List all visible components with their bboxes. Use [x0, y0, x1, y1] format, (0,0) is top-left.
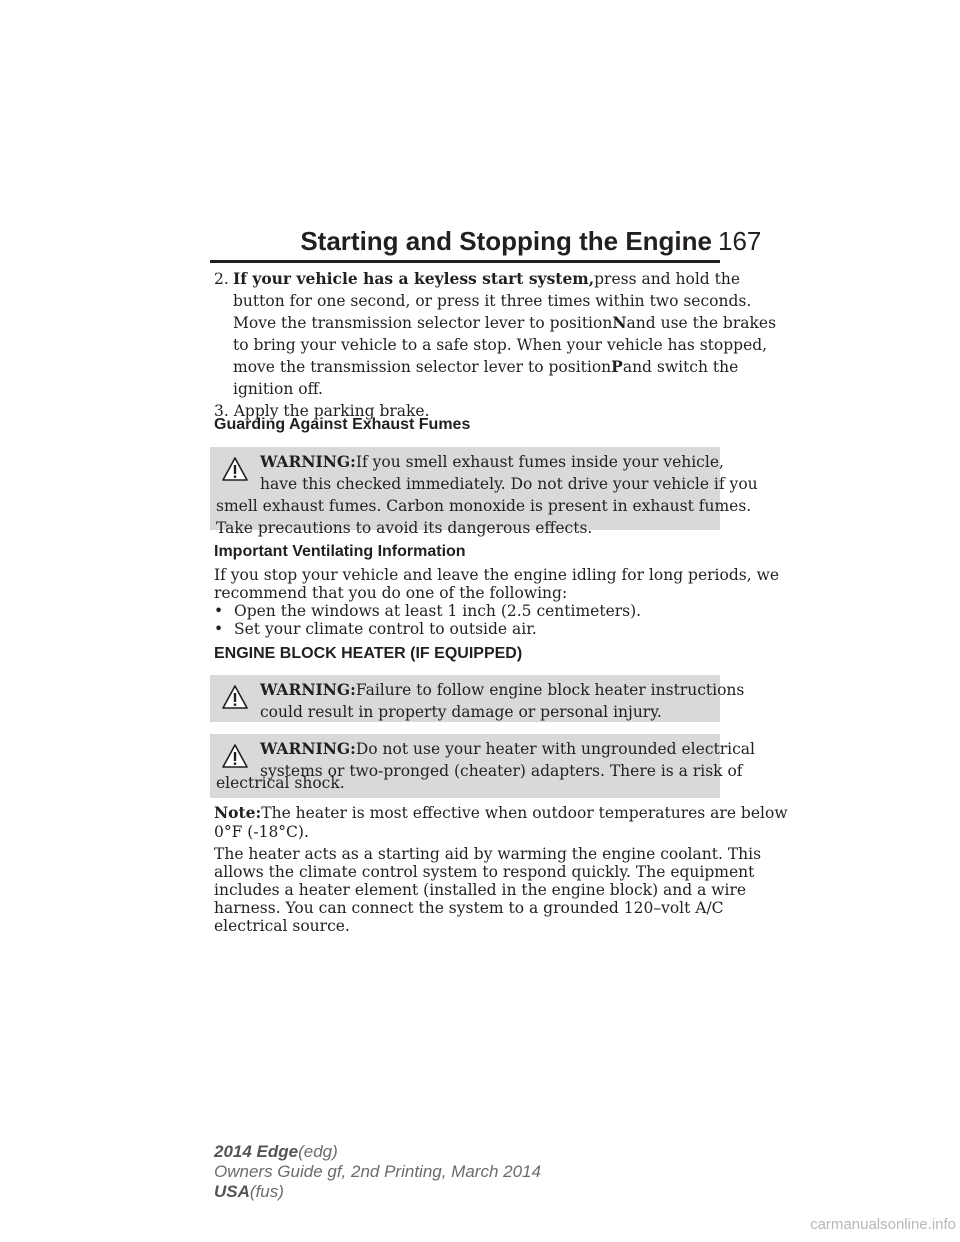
warning-label: WARNING: [260, 680, 356, 699]
footer-line [214, 1182, 541, 1202]
section-heading-block-heater: ENGINE BLOCK HEATER (IF EQUIPPED) [214, 645, 523, 662]
warning-triangle-icon [222, 744, 248, 768]
step-line [233, 356, 739, 378]
warning-line: electrical shock. [216, 774, 345, 792]
step-line [233, 268, 741, 290]
warning-box-instructions [210, 675, 745, 722]
step-text: Move the transmission selector lever to position [233, 314, 613, 332]
step-bold-lead: If your vehicle has a keyless start system, [233, 269, 595, 288]
paragraph-line: The heater acts as a starting aid by warming the engine coolant. This [214, 845, 762, 863]
paragraph-line: harness. You can connect the system to a grounded 120–volt A/C [214, 899, 724, 917]
bullet-item [214, 602, 724, 620]
step-text: and switch the [622, 358, 739, 376]
warning-line: systems or two-pronged (cheater) adapters. There is a risk of [260, 762, 743, 780]
warning-line: smell exhaust fumes. Carbon monoxide is present in exhaust fumes. [216, 497, 752, 515]
paragraph-line: includes a heater element (installed in the engine block) and a wire [214, 881, 747, 899]
step-line: ignition off. [233, 380, 323, 398]
bullet-icon: • [214, 620, 224, 638]
watermark: carmanualsonline.info [810, 1216, 956, 1233]
bullet-text: Set your climate control to outside air. [234, 620, 537, 638]
gear-position-n: N [612, 313, 627, 332]
paragraph-line: If you stop your vehicle and leave the engine idling for long periods, we [214, 566, 780, 584]
paragraph-line [214, 803, 788, 823]
paragraph-line: recommend that you do one of the following: [214, 584, 568, 602]
warning-triangle-icon [222, 457, 248, 481]
bullet-text: Open the windows at least 1 inch (2.5 centimeters). [234, 602, 642, 620]
warning-label: WARNING: [260, 452, 356, 471]
step-line: to bring your vehicle to a safe stop. When your vehicle has stopped, [233, 336, 768, 354]
bullet-item [214, 620, 724, 638]
step-text: move the transmission selector lever to position [233, 358, 612, 376]
footer-line: Owners Guide gf, 2nd Printing, March 2014 [214, 1162, 541, 1181]
note-text: The heater is most effective when outdoor temperatures are below [261, 804, 788, 822]
step-number: 2. [214, 270, 229, 288]
step-line: button for one second, or press it three times within two seconds. [233, 292, 752, 310]
footer-model: 2014 Edge [214, 1142, 299, 1161]
section-heading-exhaust: Guarding Against Exhaust Fumes [214, 416, 471, 433]
heater-paragraph [214, 845, 762, 935]
warning-line: Take precautions to avoid its dangerous effects. [216, 519, 593, 537]
warning-box-exhaust [210, 447, 758, 537]
bullet-icon: • [214, 602, 224, 620]
warning-line [260, 679, 744, 701]
footer-region: USA [214, 1182, 250, 1201]
warning-line: could result in property damage or personal injury. [260, 703, 662, 721]
page-title: Starting and Stopping the Engine [300, 226, 712, 256]
step-line [233, 312, 777, 334]
warning-line [260, 738, 755, 760]
warning-text: Failure to follow engine block heater instructions [355, 681, 745, 699]
warning-text: Do not use your heater with ungrounded electrical [355, 740, 755, 758]
ventilating-paragraph [214, 566, 780, 638]
warning-line: have this checked immediately. Do not drive your vehicle if you [260, 475, 758, 493]
step-text: press and hold the [594, 270, 741, 288]
warning-label: WARNING: [260, 739, 356, 758]
note-label: Note: [214, 803, 262, 822]
warning-triangle-icon [222, 685, 248, 709]
page-number: 167 [718, 226, 762, 256]
footer-code: (edg) [298, 1142, 338, 1161]
document-footer [214, 1142, 541, 1202]
warning-box-electrical [210, 734, 755, 798]
paragraph-line: 0°F (-18°C). [214, 823, 309, 841]
footer-code: (fus) [249, 1182, 284, 1201]
warning-line [260, 451, 758, 473]
paragraph-line: electrical source. [214, 917, 350, 935]
section-heading-ventilating: Important Ventilating Information [214, 543, 466, 560]
paragraph-line: allows the climate control system to respond quickly. The equipment [214, 863, 755, 881]
warning-text: If you smell exhaust fumes inside your vehicle, [355, 453, 724, 471]
step-text: and use the brakes [626, 314, 777, 332]
gear-position-p: P [611, 357, 623, 376]
note-paragraph [214, 803, 788, 842]
step-3: 3. Apply the parking brake. [214, 402, 430, 420]
header-rule [210, 260, 720, 263]
step-2 [214, 268, 777, 400]
footer-line [214, 1142, 541, 1162]
